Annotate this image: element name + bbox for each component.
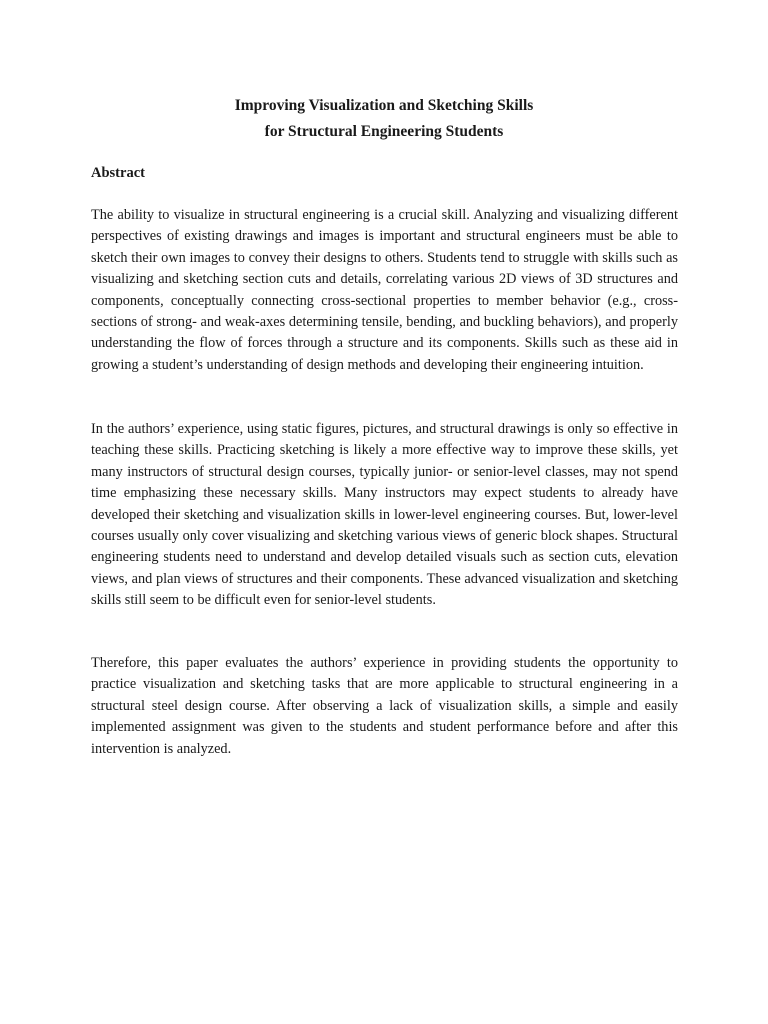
abstract-paragraph-2: In the authors’ experience, using static figures, pictures, and structural drawings is only so effective in teaching these skills. Practicing sketching is likely a more effective way to improve these skills, yet many instructors of structural design courses, typically junior- or senior-level classes, may not spend time emphasizing these necessary skills. Many instructors may expect students to already have developed their sketching and visualization skills in lower-level engineering courses. But, lower-level courses usually only cover visualizing and sketching various views of generic block shapes. Structural engineering students need to understand and develop detailed visuals such as section cuts, elevation views, and plan views of structures and their components. These advanced visualization and sketching skills still seem to be difficult even for senior-level students. [91, 421, 678, 609]
paper-title [0, 93, 768, 145]
title-line-2: for Structural Engineering Students [264, 123, 504, 140]
title-line-1: Improving Visualization and Sketching Skills [234, 97, 534, 114]
abstract-heading: Abstract [91, 165, 145, 181]
abstract-paragraph-1: The ability to visualize in structural engineering is a crucial skill. Analyzing and visualizing different perspectives of existing drawings and images is important and structural engineers must be able to sketch their own images to convey their designs to others. Students tend to struggle with skills such as visualizing and sketching section cuts and details, correlating various 2D views of 3D structures and components, conceptually connecting cross-sectional properties to member behavior (e.g., cross-sections of strong- and weak-axes determining tensile, bending, and buckling behaviors), and properly understanding the flow of forces through a structure and its components. Skills such as these aid in growing a student’s understanding of design methods and developing their engineering intuition. [91, 207, 678, 373]
abstract-paragraph-3: Therefore, this paper evaluates the authors’ experience in providing students the opportunity to practice visualization and sketching tasks that are more applicable to structural engineering in a structural steel design course. After observing a lack of visualization skills, a simple and easily implemented assignment was given to the students and student performance before and after this intervention is analyzed. [91, 655, 678, 757]
